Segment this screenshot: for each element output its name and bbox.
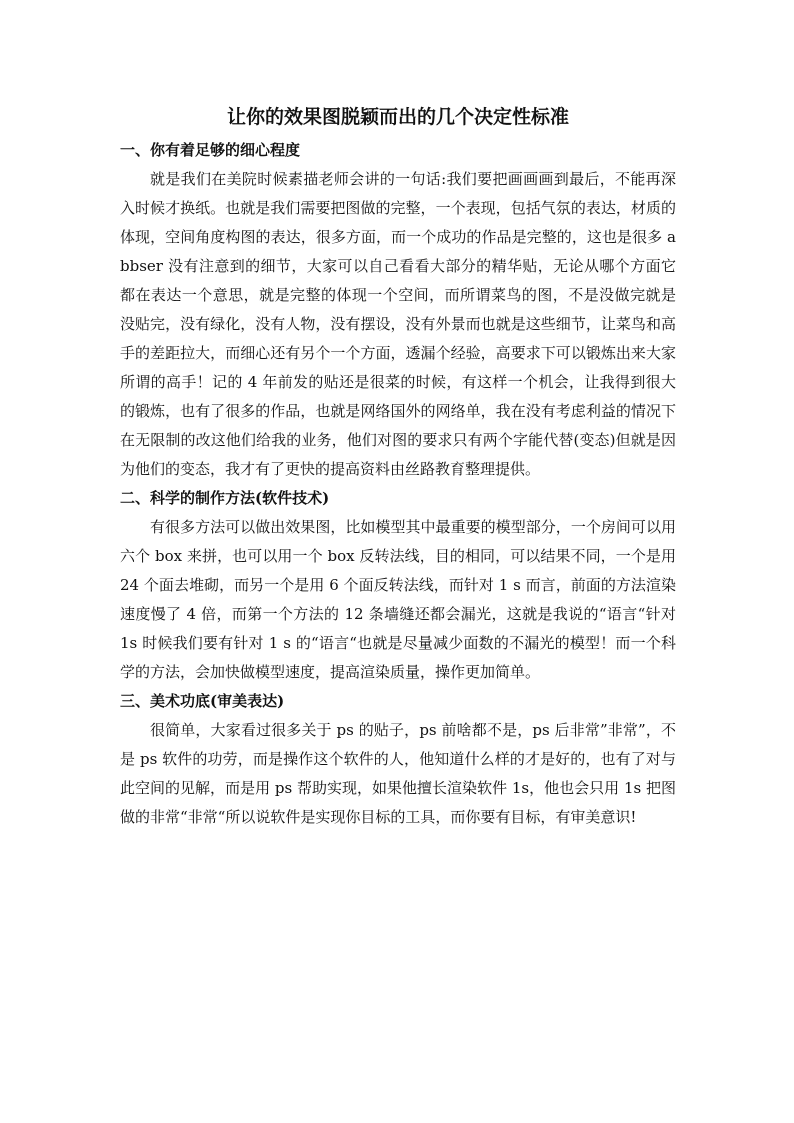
section-paragraph-production-method: 有很多方法可以做出效果图，比如模型其中最重要的模型部分，一个房间可以用六个 box 来拼，也可以用一个 box 反转法线，目的相同，可以结果不同，一个是用 24 个面去堆砌，而另一个是用 6 个面反转法线，而针对 1 s 而言，前面的方法渲染速度慢了 4 倍，而第一个方法的 12 条墙缝还都会漏光，这就是我说的“语言“针对 1s 时候我们要有针对 1 s 的“语言“也就是尽量减少面数的不漏光的模型！而一个科学的方法，会加快做模型速度，提高渲染质量，操作更加简单。 [120, 518, 676, 681]
section-heading-attention-to-detail: 一、你有着足够的细心程度 [120, 141, 301, 159]
section-paragraph-attention-to-detail: 就是我们在美院时候素描老师会讲的一句话:我们要把画画画到最后，不能再深入时候才换纸。也就是我们需要把图做的完整，一个表现，包括气氛的表达，材质的体现，空间角度构图的表达，很多方面，而一个成功的作品是完整的，这也是很多 abbser 没有注意到的细节，大家可以自己看看大部分的精华贴，无论从哪个方面它都在表达一个意思，就是完整的体现一个空间，而所谓菜鸟的图，不是没做完就是 没贴完，没有绿化，没有人物，没有摆设，没有外景而也就是这些细节，让菜鸟和高手的差距拉大，而细心还有另个一个方面，透漏个经验，高要求下可以锻炼出来大家所谓的高手！记的 4 年前发的贴还是很菜的时候，有这样一个机会，让我得到很大的锻炼，也有了很多的作品，也就是网络国外的网络单，我在没有考虑利益的情况下在无限制的改这他们给我的业务，他们对图的要求只有两个字能代替(变态)但就是因为他们的变态，我才有了更快的提高资料由丝路教育整理提供。 [120, 170, 676, 478]
section-heading-art-foundation: 三、美术功底(审美表达) [120, 692, 285, 710]
document-body [120, 102, 676, 832]
section-paragraph-art-foundation: 很简单，大家看过很多关于 ps 的贴子，ps 前啥都不是，ps 后非常”非常”，不是 ps 软件的功劳，而是操作这个软件的人，他知道什么样的才是好的，也有了对与此空间的见解，而是用 ps 帮助实现，如果他擅长渲染软件 1s，他也会只用 1s 把图做的非常“非常“所以说软件是实现你目标的工具，而你要有目标，有审美意识! [120, 721, 676, 826]
document-title: 让你的效果图脱颖而出的几个决定性标准 [226, 106, 569, 128]
section-heading-production-method: 二、科学的制作方法(软件技术) [120, 489, 330, 507]
